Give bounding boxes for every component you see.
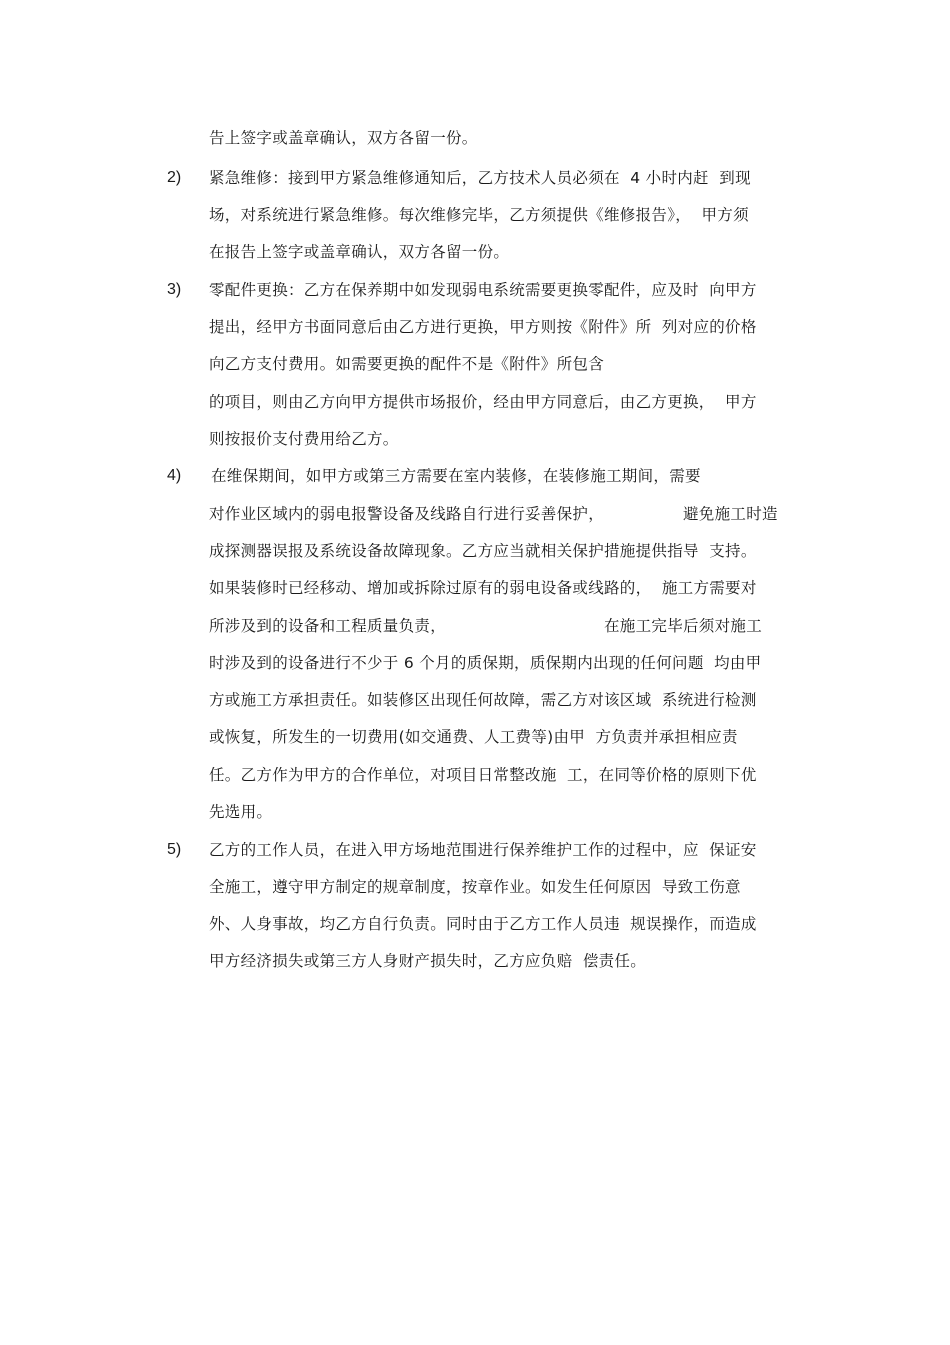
item4-line-5: 所涉及到的设备和工程质量负责，: [209, 617, 447, 635]
item4-line-9: 任。乙方作为甲方的合作单位，对项目日常整改施 工，在同等价格的原则下优: [209, 766, 757, 784]
item3-line-1: 零配件更换：乙方在保养期中如发现弱电系统需要更换零配件，应及时 向甲方: [209, 281, 757, 299]
item3-line-2: 提出，经甲方书面同意后由乙方进行更换，甲方则按《附件》所 列对应的价格: [209, 318, 757, 336]
item4-line-5b: 在施工完毕后须对施工: [604, 617, 763, 635]
item4-line-3: 成探测器误报及系统设备故障现象。乙方应当就相关保护措施提供指导 支持。: [209, 542, 757, 560]
item2-line-1: 紧急维修：接到甲方紧急维修通知后，乙方技术人员必须在 4 小时内赶 到现: [209, 169, 751, 187]
item4-line-4: 如果装修时已经移动、增加或拆除过原有的弱电设备或线路的， 施工方需要对: [209, 579, 757, 597]
item3-number: 3): [167, 281, 182, 298]
item4-line-2: 对作业区域内的弱电报警设备及线路自行进行妥善保护，: [209, 505, 605, 523]
item4-line-8: 或恢复，所发生的一切费用(如交通费、人工费等)由甲 方负责并承担相应责: [209, 728, 738, 746]
item5-line-4: 甲方经济损失或第三方人身财产损失时，乙方应负赔 偿责任。: [209, 952, 647, 970]
item4-number: 4): [167, 467, 182, 484]
item5-line-2: 全施工，遵守甲方制定的规章制度，按章作业。如发生任何原因 导致工伤意: [209, 878, 741, 896]
item5-line-1: 乙方的工作人员，在进入甲方场地范围进行保养维护工作的过程中，应 保证安: [209, 841, 757, 859]
item3-line-5: 则按报价支付费用给乙方。: [209, 430, 399, 448]
item2-line-2: 场，对系统进行紧急维修。每次维修完毕，乙方须提供《维修报告》， 甲方须: [209, 206, 749, 224]
item5-line-3: 外、人身事故，均乙方自行负责。同时由于乙方工作人员违 规误操作，而造成: [209, 915, 757, 933]
item4-line-10: 先选用。: [209, 803, 273, 821]
item3-line-4: 的项目，则由乙方向甲方提供市场报价，经由甲方同意后，由乙方更换， 甲方: [209, 393, 757, 411]
item2-number: 2): [167, 169, 182, 186]
item3-line-3: 向乙方支付费用。如需要更换的配件不是《附件》所包含: [209, 355, 605, 373]
item2-line-3: 在报告上签字或盖章确认，双方各留一份。: [209, 243, 510, 261]
item4-line-6: 时涉及到的设备进行不少于 6 个月的质保期，质保期内出现的任何问题 均由甲: [209, 654, 762, 672]
item4-line-7: 方或施工方承担责任。如装修区出现任何故障，需乙方对该区域 系统进行检测: [209, 691, 757, 709]
item5-number: 5): [167, 841, 182, 858]
item4-line-2b: 避免施工时造: [683, 505, 778, 523]
item4-line-1: 在维保期间，如甲方或第三方需要在室内装修，在装修施工期间，需要: [211, 467, 701, 485]
item1-line-1: 告上签字或盖章确认，双方各留一份。: [209, 129, 478, 147]
